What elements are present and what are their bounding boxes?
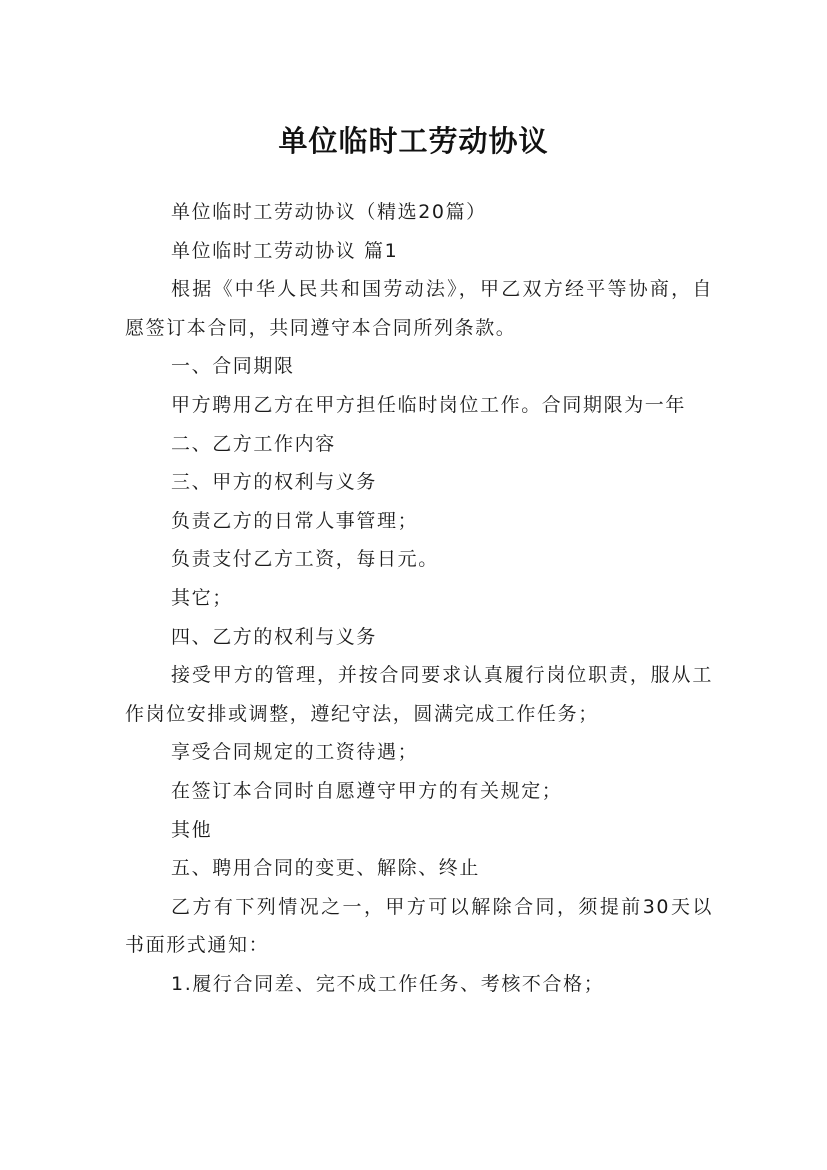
list-item-party-b-2: 享受合同规定的工资待遇； [171, 741, 419, 764]
paragraph-collection-title: 单位临时工劳动协议（精选20篇） [171, 201, 487, 223]
paragraph-section-heading: 单位临时工劳动协议 篇1 [171, 239, 399, 262]
clause-heading-party-a-rights: 三、甲方的权利与义务 [171, 471, 378, 494]
clause-heading-term: 一、合同期限 [171, 355, 295, 378]
clause-heading-party-b-rights: 四、乙方的权利与义务 [171, 625, 378, 648]
list-item-party-b-1: 接受甲方的管理，并按合同要求认真履行岗位职责，服从工作岗位安排或调整，遵纪守法，圆满完成工作任务； [125, 664, 713, 725]
paragraph-term-content: 甲方聘用乙方在甲方担任临时岗位工作。合同期限为一年 [171, 393, 687, 416]
document-body [125, 193, 713, 1003]
clause-heading-work-content: 二、乙方工作内容 [171, 432, 336, 455]
list-item-party-b-3: 在签订本合同时自愿遵守甲方的有关规定； [171, 779, 563, 802]
list-item-party-a-3: 其它； [171, 586, 233, 609]
list-item-termination-1: 1.履行合同差、完不成工作任务、考核不合格； [171, 972, 605, 995]
clause-heading-termination: 五、聘用合同的变更、解除、终止 [171, 857, 481, 880]
paragraph-preamble: 根据《中华人民共和国劳动法》，甲乙双方经平等协商，自愿签订本合同，共同遵守本合同所列条款。 [125, 278, 713, 339]
list-item-party-a-2: 负责支付乙方工资，每日元。 [171, 548, 439, 571]
list-item-party-a-1: 负责乙方的日常人事管理； [171, 509, 419, 532]
paragraph-termination-conditions: 乙方有下列情况之一，甲方可以解除合同，须提前30天以书面形式通知： [125, 895, 713, 957]
document-title: 单位临时工劳动协议 [278, 124, 549, 159]
list-item-party-b-4: 其他 [171, 818, 213, 841]
